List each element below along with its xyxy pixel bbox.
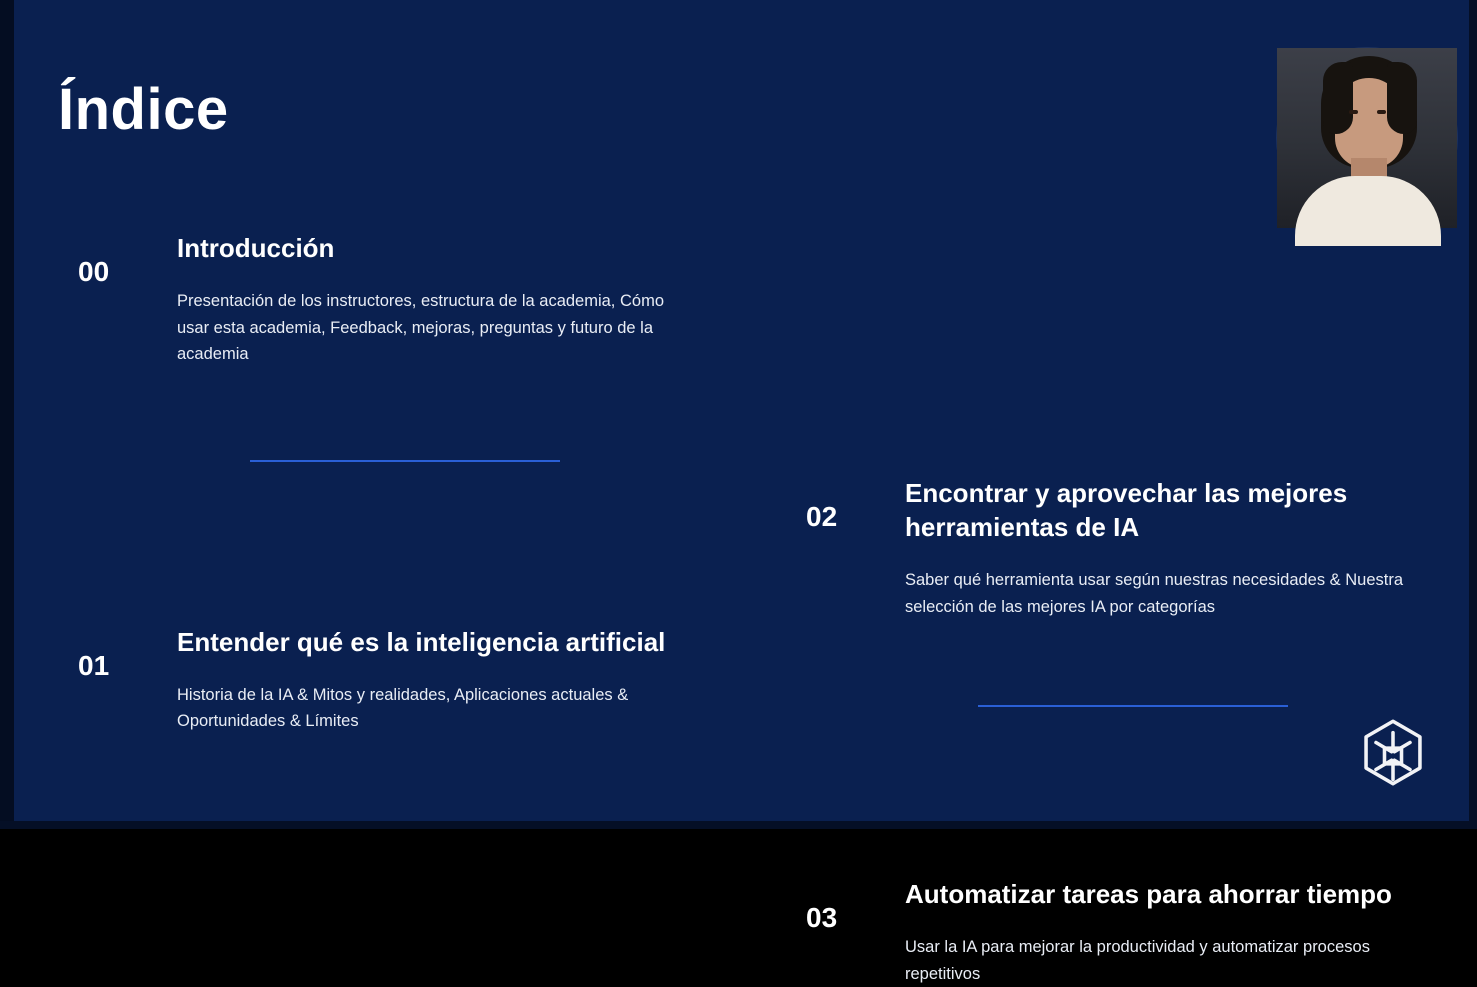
agenda-item-number: 02 xyxy=(806,501,838,533)
agenda-item-description: Presentación de los instructores, estructura de la academia, Cómo usar esta academia, Feedback, mejoras, preguntas y futuro de la academia xyxy=(177,291,664,364)
slide-bottom-edge xyxy=(0,821,1477,829)
agenda-item-description: Saber qué herramienta usar según nuestras necesidades & Nuestra selección de las mejores IA por categorías xyxy=(905,570,1404,616)
agenda-item-heading: Encontrar y aprovechar las mejores herramientas de IA xyxy=(905,478,1348,542)
agenda-item-description: Usar la IA para mejorar la productividad y automatizar procesos repetitivos xyxy=(905,938,1370,983)
agenda-item-heading: Automatizar tareas para ahorrar tiempo xyxy=(905,879,1392,910)
presenter-eye-left xyxy=(1349,110,1358,114)
agenda-list xyxy=(0,232,1477,983)
agenda-item-number: 00 xyxy=(78,256,110,287)
agenda-item-01 xyxy=(78,626,738,735)
agenda-item-03 xyxy=(806,878,1466,987)
agenda-item-description: Historia de la IA & Mitos y realidades, Aplicaciones actuales & Oportunidades & Límites xyxy=(177,685,629,731)
agenda-item-body xyxy=(177,232,738,368)
agenda-item-heading: Entender qué es la inteligencia artificial xyxy=(177,626,666,657)
presenter-hair-left xyxy=(1323,62,1353,134)
agenda-item-body xyxy=(177,626,738,735)
presenter-hair-right xyxy=(1387,62,1417,134)
agenda-item-number: 01 xyxy=(78,649,110,681)
agenda-item-body xyxy=(905,878,1466,987)
page-title: Índice xyxy=(58,77,229,142)
agenda-item-00 xyxy=(78,232,738,368)
openai-style-knot-logo-icon xyxy=(1357,717,1429,795)
agenda-item-divider xyxy=(250,460,560,462)
agenda-item-body xyxy=(905,477,1466,620)
presenter-eye-right xyxy=(1377,110,1386,114)
agenda-item-heading: Introducción xyxy=(177,233,335,263)
presenter-webcam xyxy=(1277,48,1457,228)
agenda-item-02 xyxy=(806,477,1466,620)
agenda-item-divider xyxy=(978,705,1288,707)
agenda-item-number: 03 xyxy=(806,902,838,934)
